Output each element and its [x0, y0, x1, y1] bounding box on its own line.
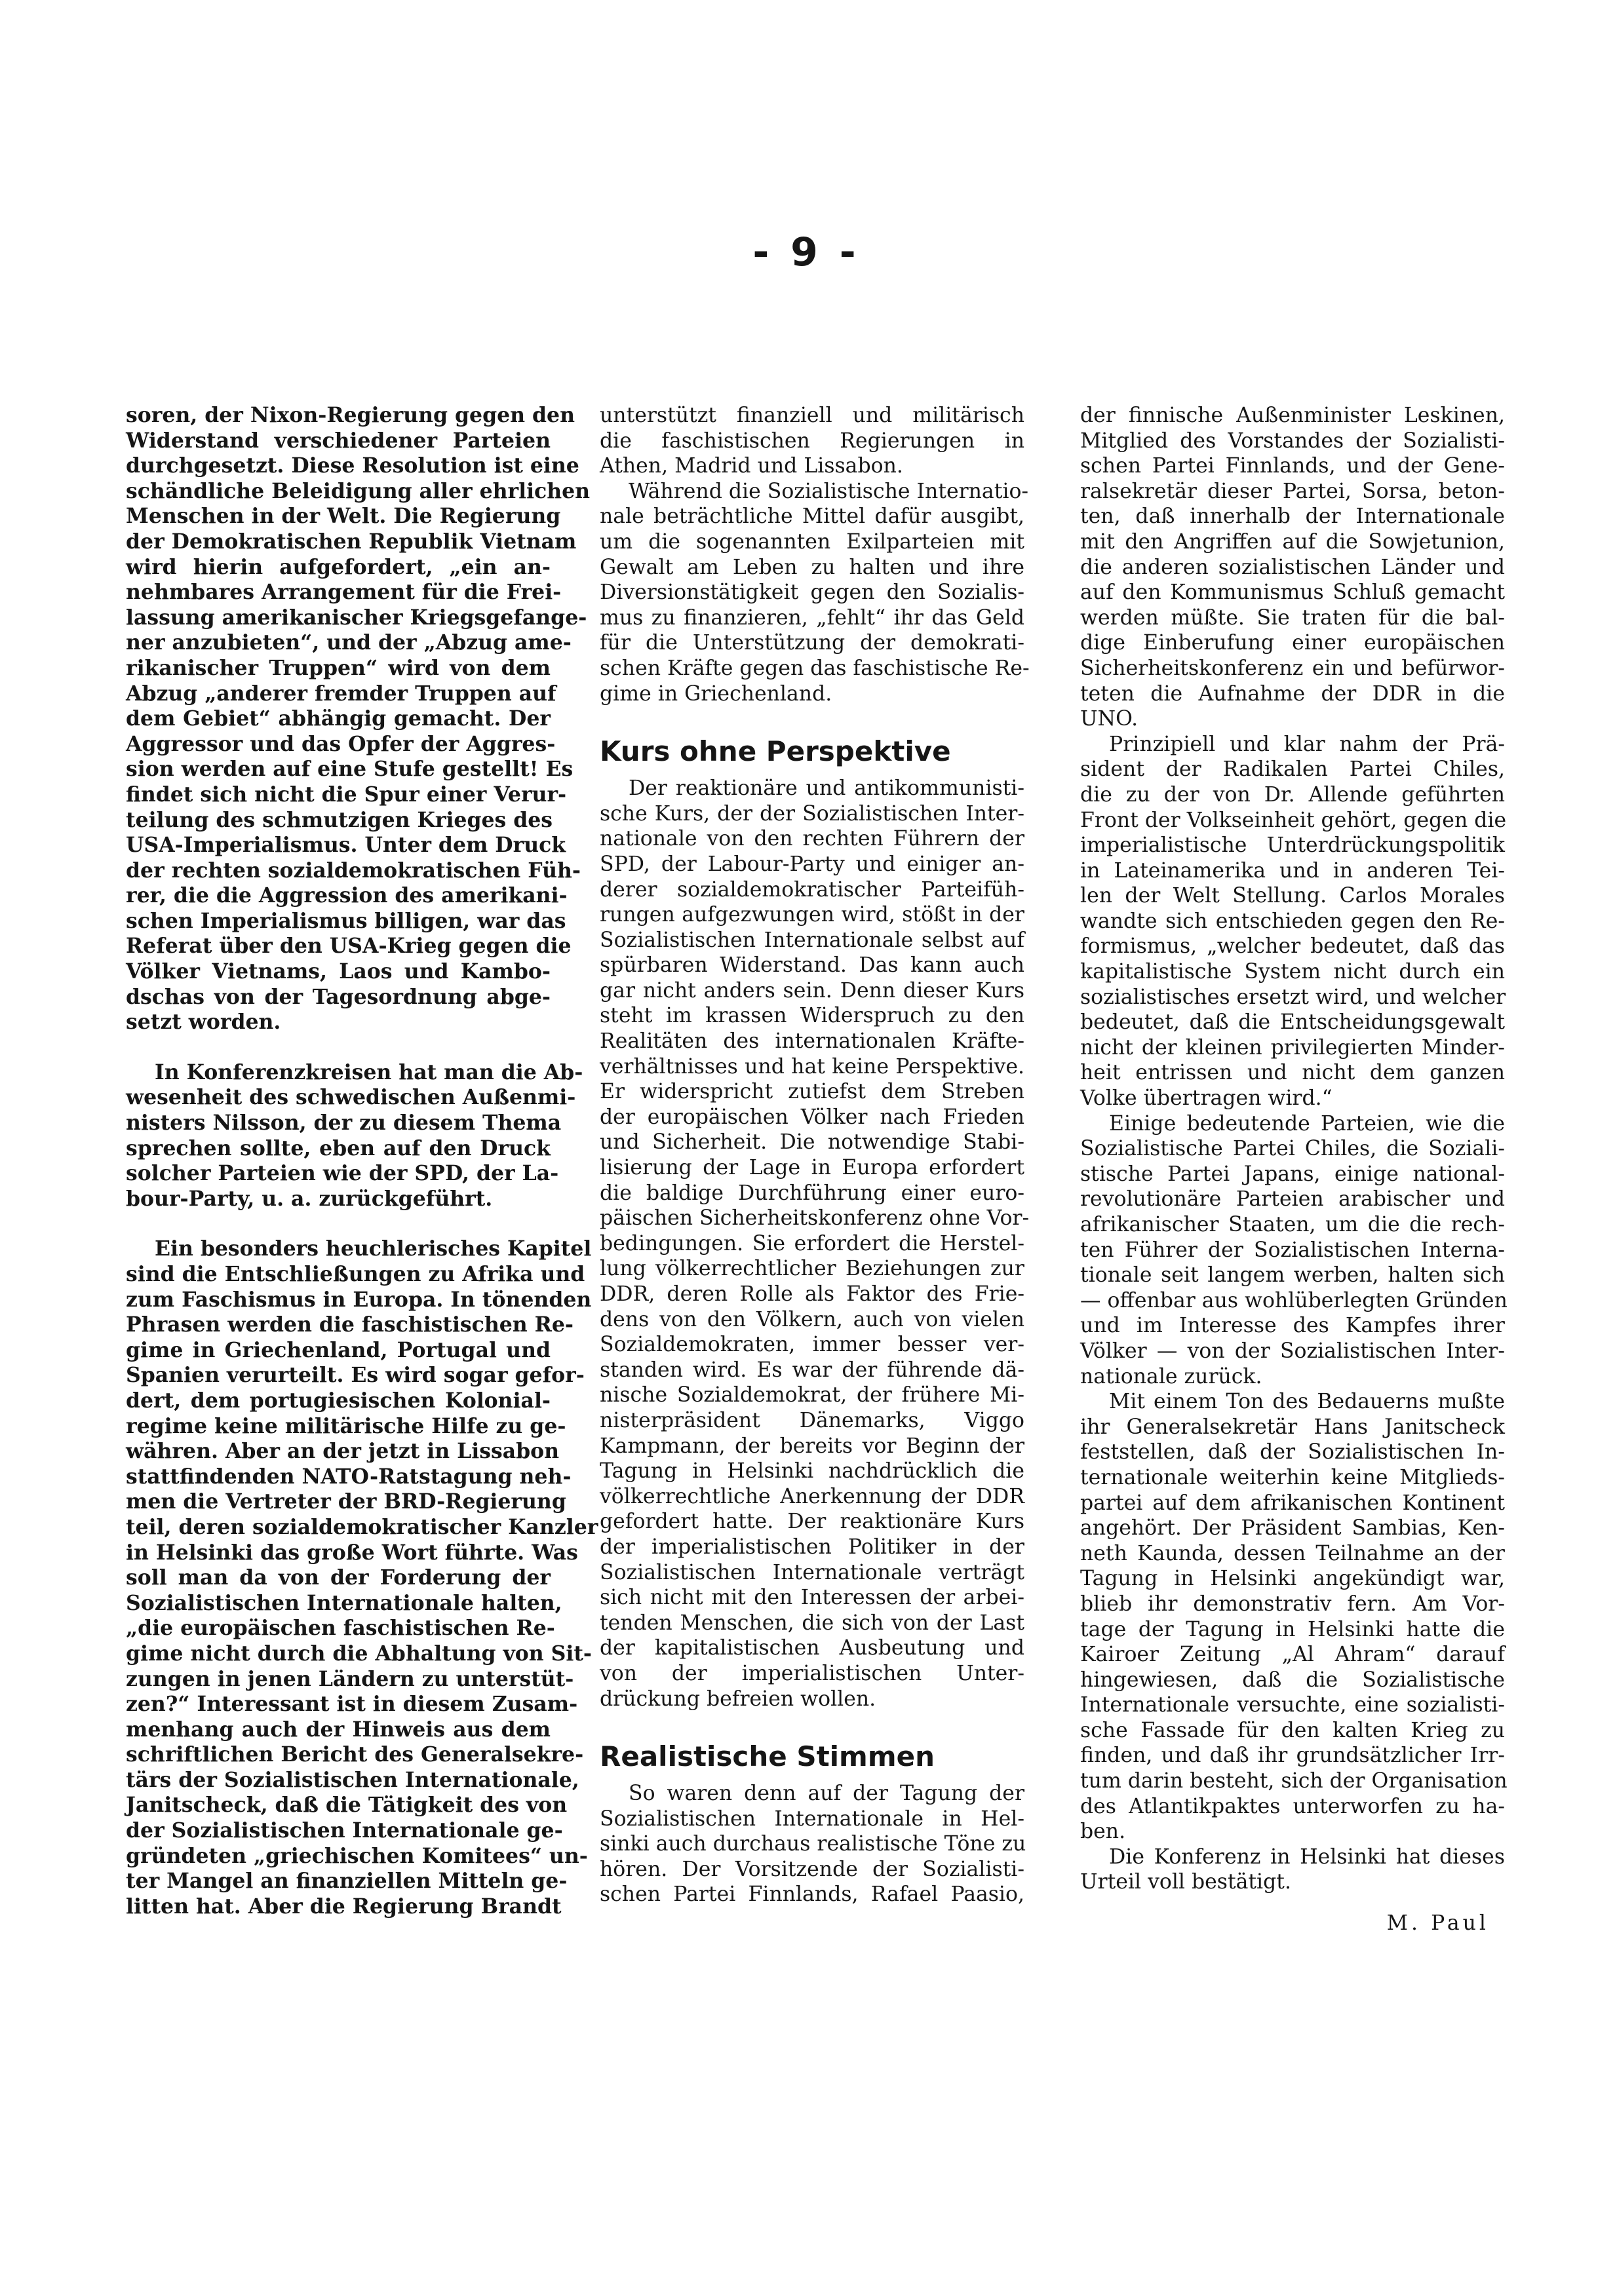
text-line: der Sozialistischen Internationale ge-	[126, 1818, 563, 1843]
text-line: hören. Der Vorsitzende der Sozialisti-	[600, 1857, 1024, 1881]
text-line: der finnische Außenminister Leskinen,	[1080, 404, 1505, 427]
text-line: mit den Angriffen auf die Sowjetunion,	[1080, 529, 1505, 554]
text-line: teil, deren sozialdemokratischer Kanzler	[126, 1514, 598, 1539]
text-line: völkerrechtliche Anerkennung der DDR	[600, 1484, 1024, 1508]
text-line: soll man da von der Forderung der	[126, 1565, 551, 1590]
text-line: Referat über den USA-Krieg gegen die	[126, 934, 572, 959]
text-line: und im Interesse des Kampfes ihrer	[1080, 1314, 1505, 1338]
column-2-paragraph-2	[600, 479, 1030, 706]
text-line: stattfindenden NATO-Ratstagung neh-	[126, 1464, 572, 1489]
text-line: tage der Tagung in Helsinki hatte die	[1080, 1617, 1505, 1641]
text-line: der imperialistischen Politiker in der	[600, 1535, 1024, 1559]
text-line: ten Führer der Sozialistischen Interna-	[1080, 1238, 1505, 1262]
column-1-paragraph-1	[126, 403, 591, 1035]
text-line: dem Gebiet“ abhängig gemacht. Der	[126, 706, 551, 731]
text-line: sion werden auf eine Stufe gestellt! Es	[126, 757, 574, 782]
text-line: Tagung in Helsinki angekündigt war,	[1080, 1567, 1505, 1591]
text-line: Der reaktionäre und antikommunisti-	[629, 776, 1024, 801]
column-3-paragraph-4	[1080, 1389, 1508, 1845]
text-line: nationale von den rechten Führern der	[600, 827, 1024, 851]
text-line: setzt worden.	[126, 1010, 281, 1035]
text-line: gime in Griechenland, Portugal und	[126, 1337, 551, 1362]
text-line: ralsekretär dieser Partei, Sorsa, beton-	[1080, 479, 1505, 503]
text-line: nationale zurück.	[1080, 1364, 1262, 1388]
text-line: sozialistisches ersetzt wird, und welcher	[1080, 985, 1506, 1009]
text-line: zen?“ Interessant ist in diesem Zusam-	[126, 1692, 578, 1717]
text-line: regime keine militärische Hilfe zu ge-	[126, 1413, 566, 1438]
text-line: Internationale versuchte, eine sozialisti-	[1080, 1693, 1505, 1717]
section-heading-stimmen: Realistische Stimmen	[600, 1740, 935, 1773]
text-line: formismus, „welcher bedeutet, daß das	[1080, 934, 1505, 959]
text-line: rikanischer Truppen“ wird von dem	[126, 655, 551, 680]
text-line: Kairoer Zeitung „Al Ahram“ darauf	[1080, 1643, 1505, 1667]
text-line: „die europäischen faschistischen Re-	[126, 1616, 555, 1641]
text-line: Sozialistischen Internationale verträgt	[600, 1560, 1024, 1584]
text-line: sche Fassade für den kalten Krieg zu	[1080, 1718, 1505, 1742]
text-line: USA-Imperialismus. Unter dem Druck	[126, 833, 566, 858]
text-line: werden müßte. Sie traten für die bal-	[1080, 605, 1505, 630]
text-line: hingewiesen, daß die Sozialistische	[1080, 1668, 1505, 1692]
text-line: Die Konferenz in Helsinki hat dieses	[1109, 1845, 1505, 1869]
text-line: — offenbar aus wohlüberlegten Gründen	[1080, 1288, 1508, 1312]
text-line: schriftlichen Bericht des Generalsekre-	[126, 1742, 584, 1767]
text-line: dert, dem portugiesischen Kolonial-	[126, 1388, 551, 1413]
column-3-paragraph-5	[1080, 1845, 1505, 1895]
text-line: ten, daß innerhalb der Internationale	[1080, 505, 1505, 529]
text-line: Sozialistischen Internationale halten,	[126, 1590, 562, 1615]
text-line: Sozialdemokraten, immer besser ver-	[600, 1333, 1024, 1357]
text-line: standen wird. Es war der führende dä-	[600, 1358, 1024, 1382]
text-line: soren, der Nixon-Regierung gegen den	[126, 403, 575, 427]
text-line: rungen aufgezwungen wird, stößt in der	[600, 903, 1024, 927]
text-line: kapitalistische System nicht durch ein	[1080, 960, 1505, 984]
text-line: tionale seit langem werben, halten sich	[1080, 1263, 1505, 1288]
text-line: währen. Aber an der jetzt in Lissabon	[126, 1439, 560, 1464]
text-line: Während die Sozialistische Internatio-	[629, 479, 1029, 503]
text-line: um die sogenannten Exilparteien mit	[600, 529, 1024, 554]
text-line: lung völkerrechtlicher Beziehungen zur	[600, 1257, 1024, 1281]
text-line: revolutionäre Parteien arabischer und	[1080, 1187, 1505, 1212]
text-line: partei auf dem afrikanischen Kontinent	[1080, 1491, 1505, 1515]
text-line: wesenheit des schwedischen Außenmi-	[126, 1085, 576, 1110]
text-line: sich nicht mit den Interessen der arbei-	[600, 1586, 1024, 1610]
text-line: von der imperialistischen Unter-	[600, 1661, 1024, 1685]
column-3-paragraph-3	[1080, 1111, 1508, 1390]
text-line: zum Faschismus in Europa. In tönenden	[126, 1287, 592, 1312]
text-line: sprechen sollte, eben auf den Druck	[126, 1136, 551, 1160]
text-line: unterstützt finanziell und militärisch	[600, 404, 1024, 427]
text-line: Sicherheitskonferenz ein und befürwor-	[1080, 656, 1505, 680]
text-line: In Konferenzkreisen hat man die Ab-	[155, 1060, 583, 1084]
text-line: men die Vertreter der BRD-Regierung	[126, 1489, 566, 1514]
section-heading-kurs: Kurs ohne Perspektive	[600, 735, 951, 768]
text-line: Einige bedeutende Parteien, wie die	[1109, 1111, 1505, 1136]
text-line: des Atlantikpaktes unterworfen zu ha-	[1080, 1794, 1505, 1818]
text-line: tum darin besteht, sich der Organisation	[1080, 1769, 1508, 1793]
text-line: imperialistische Unterdrückungspolitik	[1080, 833, 1505, 858]
text-line: Er widerspricht zutiefst dem Streben	[600, 1080, 1024, 1104]
text-line: solcher Parteien wie der SPD, der La-	[126, 1161, 559, 1186]
text-line: angehört. Der Präsident Sambias, Ken-	[1080, 1516, 1505, 1540]
text-line: Sozialistischen Internationale selbst auf	[600, 928, 1024, 952]
text-line: nehmbares Arrangement für die Frei-	[126, 580, 562, 605]
text-line: Prinzipiell und klar nahm der Prä-	[1109, 732, 1505, 756]
text-line: blieb ihr demonstrativ fern. Am Vor-	[1080, 1592, 1505, 1616]
text-line: der rechten sozialdemokratischen Füh-	[126, 858, 581, 883]
text-line: Sozialistische Partei Chiles, die Soziali-	[1080, 1137, 1505, 1161]
text-line: schen Partei Finnlands, und der Gene-	[1080, 454, 1505, 478]
text-line: nisters Nilsson, der zu diesem Thema	[126, 1111, 562, 1136]
text-line: Mit einem Ton des Bedauerns mußte	[1109, 1390, 1505, 1414]
text-line: litten hat. Aber die Regierung Brandt	[126, 1894, 562, 1919]
text-line: Janitscheck, daß die Tätigkeit des von	[126, 1793, 568, 1818]
text-line: afrikanischer Staaten, um die die rech-	[1080, 1213, 1505, 1236]
text-line: Völker Vietnams, Laos und Kambo-	[126, 959, 551, 984]
column-3-paragraph-1	[1080, 403, 1505, 732]
text-line: stische Partei Japans, einige national-	[1080, 1162, 1505, 1186]
text-line: gime nicht durch die Abhaltung von Sit-	[126, 1641, 592, 1666]
text-line: Kampmann, der bereits vor Beginn der	[600, 1434, 1024, 1458]
text-line: der europäischen Völker nach Frieden	[600, 1105, 1024, 1129]
column-1	[126, 403, 598, 1919]
text-line: spürbaren Widerstand. Das kann auch	[600, 953, 1024, 978]
column-2-paragraph-3	[600, 776, 1030, 1712]
text-line: Menschen in der Welt. Die Regierung	[126, 504, 561, 529]
text-line: die zu der von Dr. Allende geführten	[1080, 782, 1505, 807]
text-line: Urteil voll bestätigt.	[1080, 1870, 1291, 1894]
text-line: Volke übertragen wird.“	[1080, 1086, 1333, 1111]
text-line: nicht der kleinen privilegierten Minder-	[1080, 1035, 1505, 1060]
text-line: Widerstand verschiedener Parteien	[126, 428, 551, 453]
text-line: ner anzubieten“, und der „Abzug ame-	[126, 630, 572, 655]
text-line: Phrasen werden die faschistischen Re-	[126, 1312, 574, 1337]
text-line: tärs der Sozialistischen Internationale,	[126, 1767, 579, 1792]
column-2-paragraph-1	[600, 403, 1024, 479]
text-line: nale beträchtliche Mittel dafür ausgibt,	[600, 505, 1024, 529]
author-signature: M. Paul	[1386, 1911, 1489, 1936]
text-line: menhang auch der Hinweis aus dem	[126, 1717, 551, 1742]
text-line: gründeten „griechischen Komitees“ un-	[126, 1843, 588, 1868]
text-line: ihr Generalsekretär Hans Janitscheck	[1080, 1415, 1505, 1439]
text-line: zungen in jenen Ländern zu unterstüt-	[126, 1666, 574, 1691]
text-line: SPD, der Labour-Party und einiger an-	[600, 852, 1024, 876]
text-line: Völker — von der Sozialistischen Inter-	[1080, 1339, 1505, 1363]
text-line: und Sicherheit. Die notwendige Stabi-	[600, 1130, 1024, 1155]
text-line: in Lateinamerika und in anderen Tei-	[1080, 858, 1505, 883]
text-line: sind die Entschließungen zu Afrika und	[126, 1262, 585, 1286]
text-line: neth Kaunda, dessen Teilnahme an der	[1080, 1541, 1505, 1565]
text-line: die baldige Durchführung einer euro-	[600, 1181, 1024, 1205]
text-line: lisierung der Lage in Europa erfordert	[600, 1156, 1024, 1180]
text-line: päischen Sicherheitskonferenz ohne Vor-	[600, 1206, 1030, 1231]
text-line: Gewalt am Leben zu halten und ihre	[600, 555, 1024, 579]
text-line: lassung amerikanischer Kriegsgefange-	[126, 605, 587, 630]
column-2-paragraph-4	[600, 1781, 1024, 1907]
text-line: rer, die die Aggression des amerikani-	[126, 883, 568, 908]
text-line: Sozialistischen Internationale in Hel-	[600, 1807, 1024, 1831]
text-line: len der Welt Stellung. Carlos Morales	[1080, 884, 1505, 908]
text-line: schen Partei Finnlands, Rafael Paasio,	[600, 1883, 1024, 1907]
column-1-paragraph-3	[126, 1236, 598, 1919]
page-number: - 9 -	[752, 229, 860, 275]
text-line: schändliche Beleidigung aller ehrlichen	[126, 478, 591, 503]
text-line: ben.	[1080, 1820, 1126, 1844]
text-line: gar nicht anders sein. Denn dieser Kurs	[600, 978, 1024, 1003]
column-1-paragraph-2	[126, 1060, 583, 1212]
column-3-paragraph-2	[1080, 732, 1505, 1111]
text-line: bedingungen. Sie erfordert die Herstel-	[600, 1231, 1024, 1255]
text-line: heit entrissen und nicht dem ganzen	[1080, 1061, 1505, 1085]
column-3	[1080, 403, 1508, 1936]
text-line: schen Kräfte gegen das faschistische Re-	[600, 656, 1030, 680]
text-line: die anderen sozialistischen Länder und	[1080, 555, 1505, 579]
text-line: bedeutet, daß die Entscheidungsgewalt	[1080, 1010, 1505, 1035]
text-line: Aggressor und das Opfer der Aggres-	[126, 731, 556, 756]
text-line: sinki auch durchaus realistische Töne zu	[600, 1832, 1026, 1856]
text-line: Athen, Madrid und Lissabon.	[600, 454, 903, 478]
text-line: dige Einberufung einer europäischen	[1080, 631, 1505, 655]
text-line: für die Unterstützung der demokrati-	[600, 631, 1024, 655]
column-2	[600, 403, 1030, 1907]
text-line: durchgesetzt. Diese Resolution ist eine	[126, 453, 579, 478]
text-line: sche Kurs, der der Sozialistischen Inter-	[600, 801, 1024, 826]
text-line: teten die Aufnahme der DDR in die	[1080, 681, 1505, 706]
text-line: Diversionstätigkeit gegen den Sozialis-	[600, 581, 1024, 605]
text-line: tenden Menschen, die sich von der Last	[600, 1611, 1024, 1635]
text-line: Ein besonders heuchlerisches Kapitel	[155, 1236, 592, 1261]
text-line: dens von den Völkern, auch von vielen	[600, 1307, 1024, 1331]
text-line: mus zu finanzieren, „fehlt“ ihr das Geld	[600, 605, 1024, 630]
text-line: steht im krassen Widerspruch zu den	[600, 1004, 1024, 1028]
text-line: Tagung in Helsinki nachdrücklich die	[600, 1459, 1024, 1483]
text-line: feststellen, daß der Sozialistischen In-	[1080, 1440, 1505, 1464]
text-line: DDR, deren Rolle als Faktor des Frie-	[600, 1282, 1024, 1306]
text-line: Abzug „anderer fremder Truppen auf	[126, 681, 556, 706]
text-line: sident der Radikalen Partei Chiles,	[1080, 757, 1505, 782]
text-line: teilung des schmutzigen Krieges des	[126, 807, 553, 832]
text-line: derer sozialdemokratischer Parteifüh-	[600, 877, 1024, 902]
text-line: So waren denn auf der Tagung der	[629, 1782, 1024, 1806]
text-line: Spanien verurteilt. Es wird sogar gefor-	[126, 1363, 585, 1388]
text-line: bour-Party, u. a. zurückgeführt.	[126, 1186, 493, 1211]
text-line: wird hierin aufgefordert, „ein an-	[126, 554, 551, 579]
text-line: UNO.	[1080, 707, 1138, 731]
text-line: drückung befreien wollen.	[600, 1687, 876, 1711]
text-line: schen Imperialismus billigen, war das	[126, 908, 566, 933]
text-line: in Helsinki das große Wort führte. Was	[126, 1540, 578, 1565]
text-line: Realitäten des internationalen Kräfte-	[600, 1029, 1024, 1054]
text-line: dschas von der Tagesordnung abge-	[126, 984, 551, 1009]
text-line: auf den Kommunismus Schluß gemacht	[1080, 581, 1505, 605]
text-line: finden, und daß ihr grundsätzlicher Irr-	[1080, 1744, 1505, 1768]
text-line: der Demokratischen Republik Vietnam	[126, 529, 577, 554]
text-line: verhältnisses und hat keine Perspektive.	[600, 1054, 1024, 1079]
text-line: ternationale weiterhin keine Mitglieds-	[1080, 1465, 1505, 1489]
text-line: ter Mangel an finanziellen Mitteln ge-	[126, 1869, 568, 1894]
text-line: findet sich nicht die Spur einer Verur-	[126, 782, 567, 807]
text-line: gefordert hatte. Der reaktionäre Kurs	[600, 1510, 1024, 1534]
text-line: wandte sich entschieden gegen den Re-	[1080, 909, 1505, 933]
text-line: Front der Volkseinheit gehört, gegen die	[1080, 808, 1507, 832]
text-line: nische Sozialdemokrat, der frühere Mi-	[600, 1383, 1024, 1407]
text-line: die faschistischen Regierungen in	[600, 429, 1024, 453]
text-line: gime in Griechenland.	[600, 681, 832, 706]
text-line: Mitglied des Vorstandes der Sozialisti-	[1080, 429, 1505, 453]
text-line: der kapitalistischen Ausbeutung und	[600, 1636, 1024, 1660]
text-line: nisterpräsident Dänemarks, Viggo	[600, 1408, 1024, 1432]
